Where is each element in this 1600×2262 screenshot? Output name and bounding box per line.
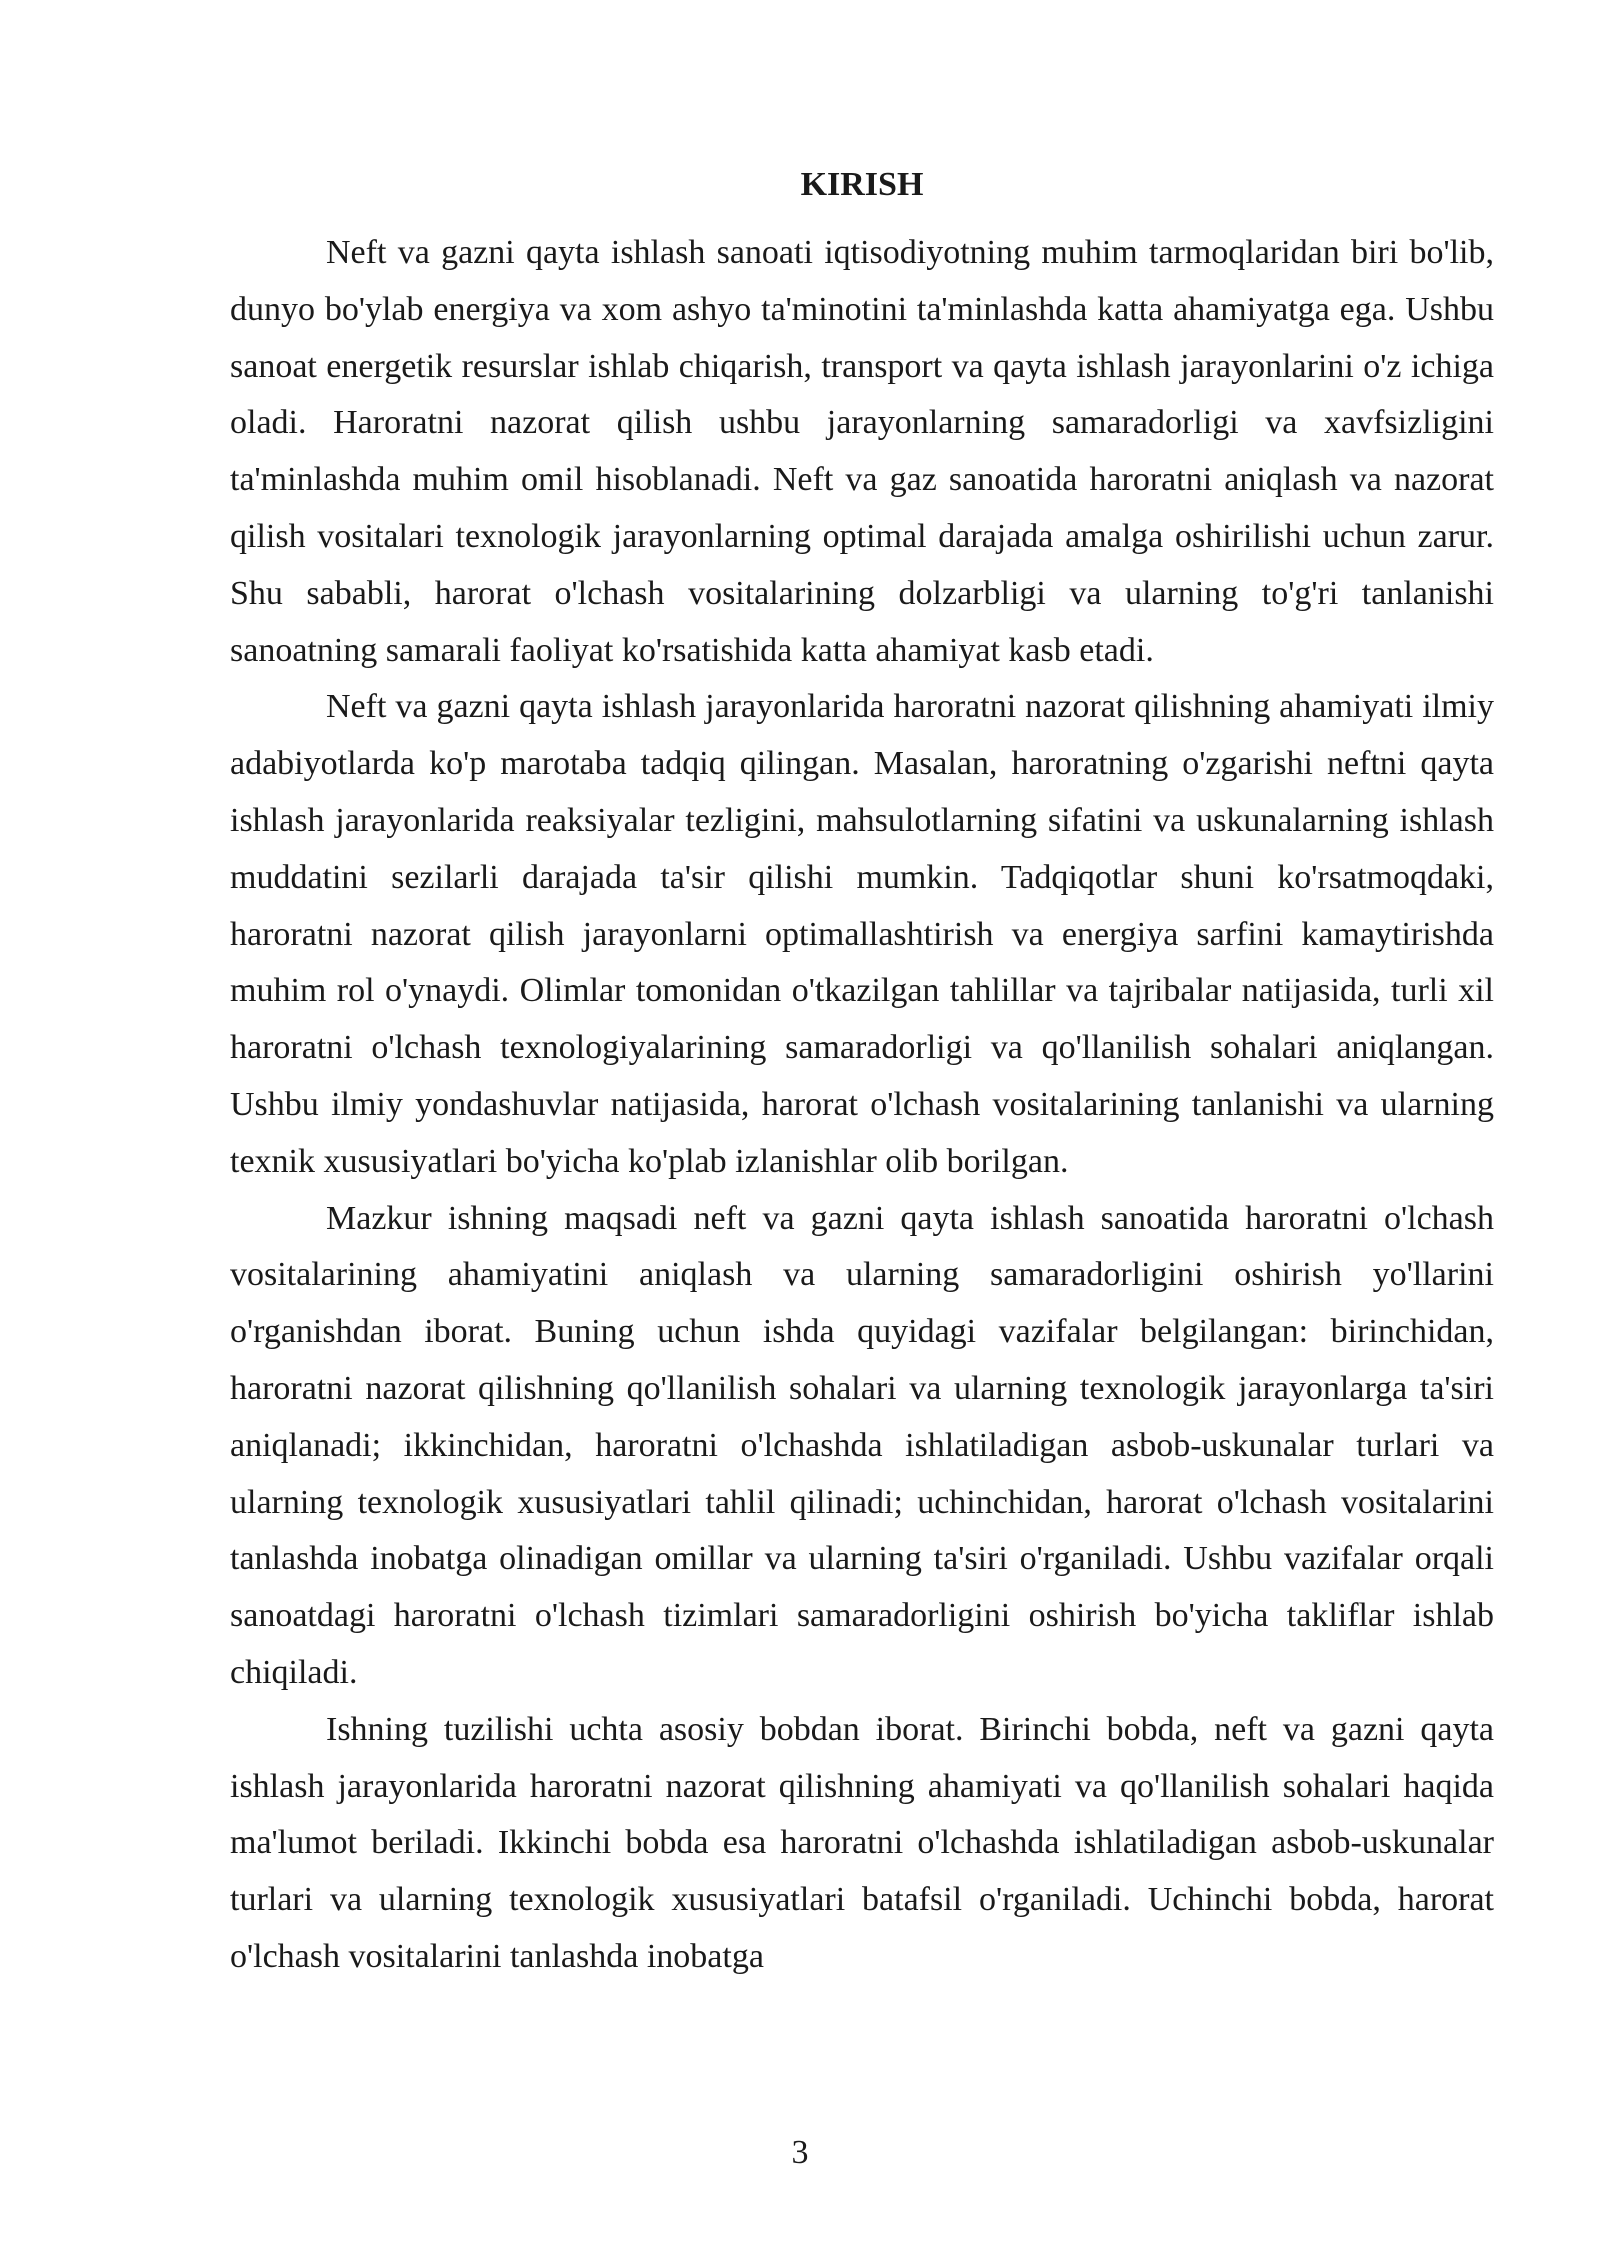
page-title: KIRISH (800, 166, 924, 203)
document-page (230, 160, 1494, 1986)
paragraph-4: Ishning tuzilishi uchta asosiy bobdan iborat. Birinchi bobda, neft va gazni qayta ishlash jarayonlarida haroratni nazorat qilishning ahamiyati va qo'llanilish sohalari haqida ma'lumot beriladi. Ikkinchi bobda esa haroratni o'lchashda ishlatiladigan asbob-uskunalar turlari va ularning texnologik xususiyatlari batafsil o'rganiladi. Uchinchi bobda, harorat o'lchash vositalarini tanlashda inobatga (230, 1710, 1494, 1975)
page-number: 3 (791, 2134, 809, 2171)
paragraph-1: Neft va gazni qayta ishlash sanoati iqtisodiyotning muhim tarmoqlaridan biri bo'lib, dunyo bo'ylab energiya va xom ashyo ta'minotini ta'minlashda katta ahamiyatga ega. Ushbu sanoat energetik resurslar ishlab chiqarish, transport va qayta ishlash jarayonlarini o'z ichiga oladi. Haroratni nazorat qilish ushbu jarayonlarning samaradorligi va xavfsizligini ta'minlashda muhim omil hisoblanadi. Neft va gaz sanoatida haroratni aniqlash va nazorat qilish vositalari texnologik jarayonlarning optimal darajada amalga oshirilishi uchun zarur. Shu sababli, harorat o'lchash vositalarining dolzarbligi va ularning to'g'ri tanlanishi sanoatning samarali faoliyat ko'rsatishida katta ahamiyat kasb etadi. (230, 234, 1494, 669)
paragraph-2: Neft va gazni qayta ishlash jarayonlarida haroratni nazorat qilishning ahamiyati ilmiy adabiyotlarda ko'p marotaba tadqiq qilingan. Masalan, haroratning o'zgarishi neftni qayta ishlash jarayonlarida reaksiyalar tezligini, mahsulotlarning sifatini va uskunalarning ishlash muddatini sezilarli darajada ta'sir qilishi mumkin. Tadqiqotlar shuni ko'rsatmoqdaki, haroratni nazorat qilish jarayonlarni optimallashtirish va energiya sarfini kamaytirishda muhim rol o'ynaydi. Olimlar tomonidan o'tkazilgan tahlillar va tajribalar natijasida, turli xil haroratni o'lchash texnologiyalarining samaradorligi va qo'llanilish sohalari aniqlangan. Ushbu ilmiy yondashuvlar natijasida, harorat o'lchash vositalarining tanlanishi va ularning texnik xususiyatlari bo'yicha ko'plab izlanishlar olib borilgan. (230, 688, 1494, 1180)
paragraph-3: Mazkur ishning maqsadi neft va gazni qayta ishlash sanoatida haroratni o'lchash vositalarining ahamiyatini aniqlash va ularning samaradorligini oshirish yo'llarini o'rganishdan iborat. Buning uchun ishda quyidagi vazifalar belgilangan: birinchidan, haroratni nazorat qilishning qo'llanilish sohalari va ularning texnologik jarayonlarga ta'siri aniqlanadi; ikkinchidan, haroratni o'lchashda ishlatiladigan asbob-uskunalar turlari va ularning texnologik xususiyatlari tahlil qilinadi; uchinchidan, harorat o'lchash vositalarini tanlashda inobatga olinadigan omillar va ularning ta'siri o'rganiladi. Ushbu vazifalar orqali sanoatdagi haroratni o'lchash tizimlari samaradorligini oshirish bo'yicha takliflar ishlab chiqiladi. (230, 1199, 1494, 1691)
